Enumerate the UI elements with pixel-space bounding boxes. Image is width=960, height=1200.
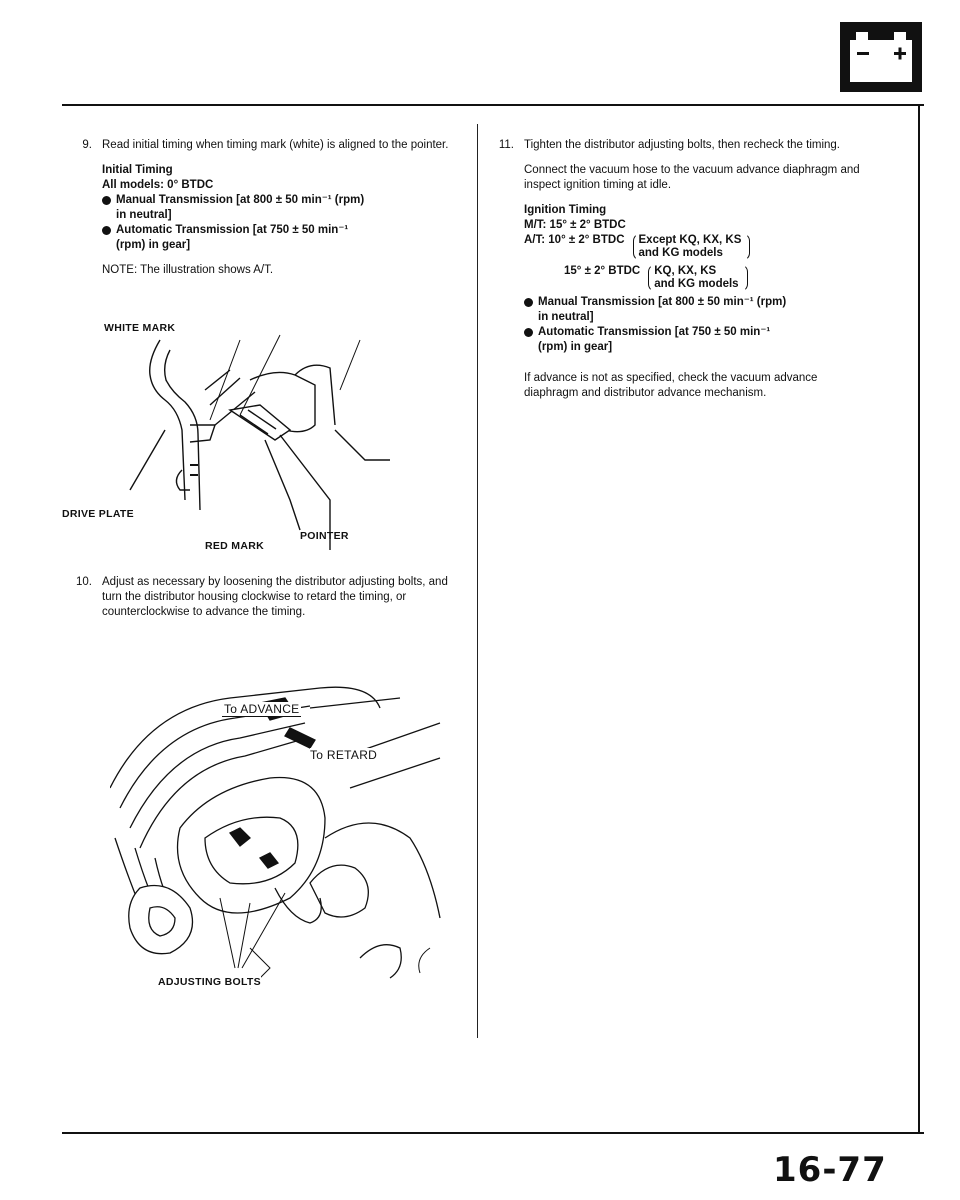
- bullet-text: Manual Transmission [at 800 ± 50 min⁻¹ (rpm): [116, 194, 365, 206]
- bullet-automatic: [102, 223, 462, 253]
- step-number: 10.: [76, 576, 92, 588]
- pointer-label: POINTER: [300, 530, 349, 542]
- note: NOTE: The illustration shows A/T.: [102, 264, 274, 276]
- bullet-automatic: [524, 325, 864, 355]
- note-text: Except KQ, KX, KS: [638, 234, 742, 246]
- step-11: [484, 138, 864, 401]
- page-number: 16-77: [773, 1150, 887, 1190]
- bullet-manual: [524, 295, 864, 325]
- right-column: [484, 138, 864, 411]
- spec-at-a: [524, 233, 864, 261]
- bullet-text: in neutral]: [538, 311, 594, 323]
- battery-icon: [840, 22, 922, 92]
- step-text: Read initial timing when timing mark (white) is aligned to the pointer.: [102, 139, 449, 151]
- spec-title: Initial Timing: [102, 164, 173, 176]
- bullet-text: Automatic Transmission [at 750 ± 50 min⁻¹: [116, 224, 349, 236]
- column-divider: [477, 124, 478, 1038]
- note-text: and KG models: [654, 278, 739, 290]
- bullet-text: (rpm) in gear]: [116, 239, 191, 251]
- note-text: KQ, KX, KS: [654, 265, 717, 277]
- top-rule: [62, 104, 924, 106]
- step-text-2: Connect the vacuum hose to the vacuum advance diaphragm and inspect ignition timing at idle.: [524, 164, 860, 191]
- step-text: Adjust as necessary by loosening the distributor adjusting bolts, and turn the distributor housing clockwise to retard the timing, or counterclockwise to advance the timing.: [102, 576, 448, 618]
- bullet-manual: [102, 193, 462, 223]
- bottom-rule: [62, 1132, 924, 1134]
- adjusting-bolts-label: ADJUSTING BOLTS: [158, 976, 261, 988]
- bullet-text: Manual Transmission [at 800 ± 50 min⁻¹ (rpm): [538, 296, 787, 308]
- step-10: [62, 575, 462, 630]
- red-mark-label: RED MARK: [205, 540, 264, 552]
- spec-title: Ignition Timing: [524, 204, 607, 216]
- left-column: [62, 138, 462, 288]
- drive-plate-label: DRIVE PLATE: [62, 508, 134, 520]
- bullet-text: (rpm) in gear]: [538, 341, 613, 353]
- spec-note: [633, 233, 751, 261]
- white-mark-label: WHITE MARK: [104, 322, 176, 334]
- distributor-illustration: [110, 668, 450, 998]
- bullet-text: Automatic Transmission [at 750 ± 50 min⁻¹: [538, 326, 771, 338]
- spec-value: 15° ± 2° BTDC: [564, 265, 641, 277]
- spec-value: A/T: 10° ± 2° BTDC: [524, 234, 625, 246]
- timing-mark-illustration: [90, 330, 390, 550]
- spec-at-b: [564, 264, 864, 292]
- note-text: and KG models: [638, 247, 723, 259]
- to-retard-label: To RETARD: [310, 748, 378, 762]
- to-advance-label: To ADVANCE: [224, 702, 300, 716]
- advice-text: If advance is not as specified, check the vacuum advance diaphragm and distributor advance mechanism.: [524, 372, 818, 399]
- spec-mt: M/T: 15° ± 2° BTDC: [524, 219, 626, 231]
- step-number: 11.: [498, 139, 514, 151]
- step-text: Tighten the distributor adjusting bolts, then recheck the timing.: [524, 139, 840, 151]
- right-rule: [918, 104, 920, 1134]
- bullet-text: in neutral]: [116, 209, 172, 221]
- step-number: 9.: [82, 139, 92, 151]
- spec-note: [648, 264, 747, 292]
- spec-value: All models: 0° BTDC: [102, 179, 214, 191]
- step-9: [62, 138, 462, 278]
